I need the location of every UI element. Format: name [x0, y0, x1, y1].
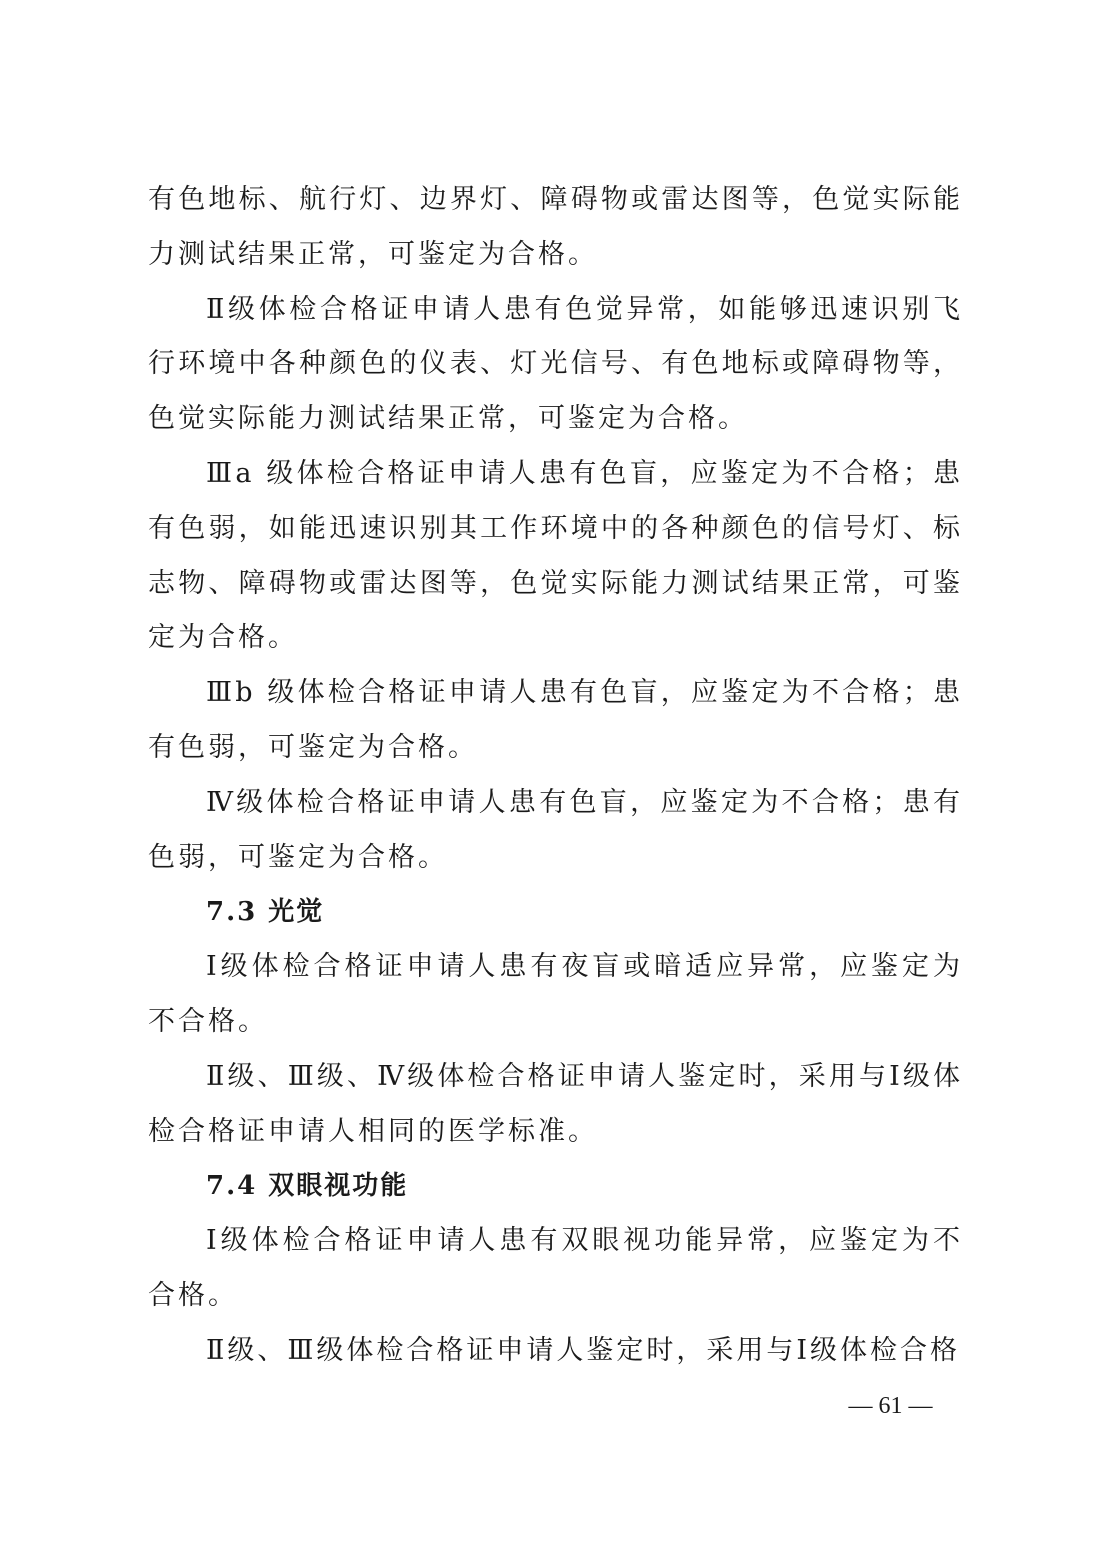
paragraph-color-vision-class4: Ⅳ级体检合格证申请人患有色盲，应鉴定为不合格；患有色弱，可鉴定为合格。: [148, 786, 963, 873]
paragraph-binocular-vision-other-classes: Ⅱ级、Ⅲ级体检合格证申请人鉴定时，采用与Ⅰ级体检合格: [206, 1334, 961, 1366]
paragraph-binocular-vision-class1: Ⅰ级体检合格证申请人患有双眼视功能异常，应鉴定为不合格。: [148, 1225, 963, 1311]
paragraph-color-vision-class2: Ⅱ级体检合格证申请人患有色觉异常，如能够迅速识别飞行环境中各种颜色的仪表、灯光信号、有色地标或障碍物等，色觉实际能力测试结果正常，可鉴定为合格。: [148, 293, 963, 435]
page-number: — 61 —: [848, 1393, 933, 1419]
section-heading-light-sense: 7.3 光觉: [206, 897, 325, 928]
document-body: [148, 173, 963, 1379]
paragraph-color-vision-class3b: Ⅲb 级体检合格证申请人患有色盲，应鉴定为不合格；患有色弱，可鉴定为合格。: [148, 677, 963, 763]
paragraph-color-vision-class1-continued: 有色地标、航行灯、边界灯、障碍物或雷达图等，色觉实际能力测试结果正常，可鉴定为合格。: [148, 184, 963, 270]
paragraph-light-sense-other-classes: Ⅱ级、Ⅲ级、Ⅳ级体检合格证申请人鉴定时，采用与Ⅰ级体检合格证申请人相同的医学标准。: [148, 1060, 963, 1147]
paragraph-color-vision-class3a: Ⅲa 级体检合格证申请人患有色盲，应鉴定为不合格；患有色弱，如能迅速识别其工作环境中的各种颜色的信号灯、标志物、障碍物或雷达图等，色觉实际能力测试结果正常，可鉴定为合格。: [148, 457, 963, 654]
section-heading-binocular-vision: 7.4 双眼视功能: [206, 1171, 409, 1202]
paragraph-light-sense-class1: Ⅰ级体检合格证申请人患有夜盲或暗适应异常，应鉴定为不合格。: [148, 951, 963, 1037]
